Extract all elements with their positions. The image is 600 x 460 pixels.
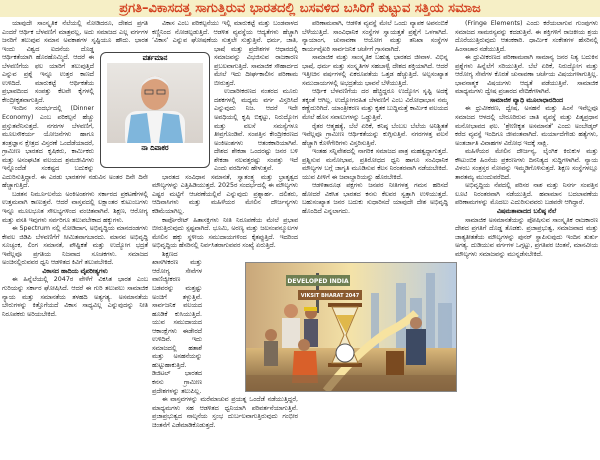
paragraph: ಅಭಿವೃದ್ಧಿಯ ನೆಪದಲ್ಲಿ ಪರಿಸರ ನಾಶ ಮತ್ತು ನಿಸರ್ಗ ಸಂಪತ್ತಿನ ಲೂಟಿ ನಿರಂತರವಾಗಿ ನಡೆಯುತ್ತಿದೆ. ಹವಾಮಾನ ಬದಲಾವಣೆಯ ಪರಿಣಾಮಗಳನ್ನು ಮೊದಲು ಎದುರಿಸುವವರು ಬಡವರೇ ಆಗಿದ್ದಾರೆ. <box>455 182 598 207</box>
column-label: ವರ್ತಮಾನ <box>142 54 168 62</box>
paragraph: ಯಾವುದೇ ಸಾಂಸ್ಕೃತಿಕ ನೆಲೆಯಲ್ಲಿ ನೋಡಿದರೂ, ದೇಶದ ಪ್ರಗತಿ ಎಂದರೆ ಆರ್ಥಿಕ ಬೆಳವಣಿಗೆ ಮಾತ್ರವಲ್ಲ, ಅದು ಸಮಾಜದ ಎಲ್ಲ ವರ್ಗಗಳ ಜನರಿಗೆ ತಲುಪುವ ಸಮಾನ ಅವಕಾಶಗಳ ಸೃಷ್ಟಿಯೂ ಹೌದು. ಭಾರತ ಇಂದು ವಿಶ್ವದ ಐದನೆಯ ದೊಡ್ಡ ಆರ್ಥಿಕತೆಯಾಗಿ ಹೊರಹೊಮ್ಮಿದೆ. ಆದರೆ ಈ ಬೆಳವಣಿಗೆಯ ಫಲ ಯಾರಿಗೆ ತಲುಪುತ್ತಿದೆ ಎನ್ನುವ ಪ್ರಶ್ನೆ ಇನ್ನೂ ಉತ್ತರ ಕಾಣದೆ ಉಳಿದಿದೆ. ಮಾರುಕಟ್ಟೆ ಆರ್ಥಿಕತೆಯ ಪ್ರಭಾವದಿಂದ ಸಂಪತ್ತು ಕೆಲವೇ ಕೈಗಳಲ್ಲಿ ಕೇಂದ್ರೀಕೃತವಾಗುತ್ತಿದೆ. <box>2 20 148 104</box>
column-3 <box>302 20 448 460</box>
paragraph: ಭಾರತದ ಸಂವಿಧಾನ ಸಮಾನತೆ, ಸ್ವಾತಂತ್ರ್ಯ ಮತ್ತು ಭ್ರಾತೃತ್ವದ ಮೌಲ್ಯಗಳನ್ನು ಎತ್ತಿಹಿಡಿಯುತ್ತದೆ. 2025ರ ಸಂದರ್ಭದಲ್ಲಿ ಈ ಮೌಲ್ಯಗಳು ಎಷ್ಟರ ಮಟ್ಟಿಗೆ ಆಚರಣೆಯಲ್ಲಿವೆ ಎನ್ನುವುದು ಪ್ರಶ್ನಾರ್ಹ. ದಲಿತರು, ಆದಿವಾಸಿಗಳು ಮತ್ತು ಮಹಿಳೆಯರ ಮೇಲಿನ ದೌರ್ಜನ್ಯಗಳು ಕಡಿಮೆಯಾಗಿಲ್ಲ. <box>152 173 298 216</box>
column-4 <box>455 20 598 460</box>
paragraph: ಈ ಹಿನ್ನೆಲೆಯಲ್ಲಿ 2047ರ ವೇಳೆಗೆ ವಿಕಸಿತ ಭಾರತ ಎಂಬ ಗುರಿಯನ್ನು ಸರ್ಕಾರ ಘೋಷಿಸಿದೆ. ಆದರೆ ಈ ಗುರಿ ತಲುಪಲು ಸಾಮಾಜಿಕ ನ್ಯಾಯ ಮತ್ತು ಸಮಾನತೆಯ ತಳಹದಿ ಅತ್ಯಗತ್ಯ. ಅಸಮಾನತೆಯ ಬೇರುಗಳನ್ನು ಕಿತ್ತೊಗೆಯದೆ ವಿಕಾಸ ಸಾಧ್ಯವಿಲ್ಲ ಎನ್ನುವುದನ್ನು ನೀತಿ ನಿರೂಪಕರು ಅರಿಯಬೇಕಿದೆ. <box>2 276 148 318</box>
paragraph: ರೈತರ ಆತ್ಮಹತ್ಯೆ, ಬೆಲೆ ಏರಿಕೆ, ಕನಿಷ್ಠ ಬೆಂಬಲ ಬೆಲೆಯ ಅನಿಶ್ಚಿತತೆ ಇವೆಲ್ಲವೂ ಗ್ರಾಮೀಣ ಆರ್ಥಿಕತೆಯನ್ನು ಕುಗ್ಗಿಸುತ್ತಿವೆ. ನಗರಗಳತ್ತ ವಲಸೆ ಹೆಚ್ಚಾಗಿ ಕೊಳೆಗೇರಿಗಳು ವಿಸ್ತರಿಸುತ್ತಿವೆ. <box>302 122 448 147</box>
author-photo <box>107 63 203 143</box>
paragraph: ಆಡಳಿತಾರೂಢ ಪಕ್ಷಗಳು ಜನಪರ ನೀತಿಗಳತ್ತ ಗಮನ ಹರಿಸದೆ ಹೋದರೆ ವಿಕಸಿತ ಭಾರತದ ಕನಸು ಕೆಲವರ ಸ್ವತ್ತಾಗಿ ಉಳಿಯುತ್ತದೆ. ಬಹುಸಂಖ್ಯಾತ ಜನರ ಬದುಕು ಸುಧಾರಿಸದೆ ಯಾವುದೇ ದೇಶ ಅಭಿವೃದ್ಧಿ ಹೊಂದಿದೆ ಎನ್ನಲಾಗದು. <box>302 182 448 216</box>
subheading: ಸಾಮಾಜಿಕ ವ್ಯಾಧಿ ಮೂಲಾಧಾರದಿಂದ <box>489 96 564 104</box>
sign-developed-india: DEVELOPED INDIA <box>287 278 349 285</box>
paragraph: ಇಂತಹ ಸನ್ನಿವೇಶದಲ್ಲಿ ನಾಗರಿಕ ಸಮಾಜದ ಪಾತ್ರ ಮಹತ್ವದ್ದಾಗುತ್ತದೆ. ಪ್ರಶ್ನಿಸುವ ಮನೋಭಾವ, ಪ್ರತಿರೋಧದ ಧ್ವನಿ ಹಾಗೂ ಸಂವಿಧಾನಿಕ ಮೌಲ್ಯಗಳ ಬಗ್ಗೆ ಜಾಗೃತಿ ಮೂಡಿಸುವ ಕೆಲಸ ನಿರಂತರವಾಗಿ ನಡೆಯಬೇಕಿದೆ. ಯುವ ಪೀಳಿಗೆ ಈ ಜವಾಬ್ದಾರಿಯನ್ನು ಹೊರಬೇಕಿದೆ. <box>302 148 448 181</box>
paragraph: ಈ Spectrum ನಲ್ಲಿ ನೋಡಿದಾಗ, ಅಭಿವೃದ್ಧಿಯ ಮಾನದಂಡಗಳು ಕೇವಲ ಜಿಡಿಪಿ ಬೆಳವಣಿಗೆಗೆ ಸೀಮಿತವಾಗಬಾರದು. ಮಾನವ ಅಭಿವೃದ್ಧಿ ಸೂಚ್ಯಂಕ, ಲಿಂಗ ಸಮಾನತೆ, ಪೌಷ್ಟಿಕತೆ ಮತ್ತು ಉದ್ಯೋಗ ಭದ್ರತೆ ಇವೆಲ್ಲವೂ ಪ್ರಗತಿಯ ನಿಜವಾದ ಸೂಚಕಗಳು. ಸಮಾಜದ ಅಂಚಿನಲ್ಲಿರುವವರ ಧ್ವನಿ ಆಡಳಿತದ ಕಿವಿಗೆ ತಲುಪಬೇಕಿದೆ. <box>2 225 148 267</box>
article-illustration <box>245 262 457 392</box>
columnist-box <box>100 52 210 168</box>
paragraph: (Fringe Elements) ಎಂದು ಕರೆಯಲಾಗುವ ಗುಂಪುಗಳು ಸಮಾಜದ ಸಾಮರಸ್ಯವನ್ನು ಕದಡುತ್ತಿವೆ. ಈ ಶಕ್ತಿಗಳಿಗೆ ರಾಜಕೀಯ ಶ್ರಯ ದೊರೆಯುತ್ತಿರುವುದು ಆತಂಕಕಾರಿ. ಧಾರ್ಮಿಕ ಸಂಕೇತಗಳ ಹೆಸರಿನಲ್ಲಿ ಹಿಂಸಾಚಾರ ನಡೆಯುತ್ತಿದೆ. <box>455 20 598 53</box>
paragraph: ಬಡತನ ನಿರ್ಮೂಲನೆಯ ಅಂಕಿಅಂಶಗಳು ಸರ್ಕಾರದ ಪ್ರಕಟಣೆಗಳಲ್ಲಿ ಉತ್ತಮವಾಗಿ ಕಾಣುತ್ತವೆ. ಆದರೆ ವಾಸ್ತವದಲ್ಲಿ ಲಕ್ಷಾಂತರ ಕುಟುಂಬಗಳು ಇನ್ನೂ ಮೂಲಭೂತ ಸೌಲಭ್ಯಗಳಿಂದ ವಂಚಿತವಾಗಿವೆ. ಶಿಕ್ಷಣ, ಆರೋಗ್ಯ ಮತ್ತು ವಸತಿ ಇವುಗಳು ಸರ್ವರಿಗೂ ತಲುಪಬೇಕಾದ ಹಕ್ಕುಗಳು. <box>2 190 148 224</box>
paragraph: ಆರ್ಥಿಕ ಬೆಳವಣಿಗೆಯ ದರ ಹೆಚ್ಚಿದ್ದರೂ ಉದ್ಯೋಗ ಸೃಷ್ಟಿ ಅದಕ್ಕೆ ತಕ್ಕಂತೆ ಆಗಿಲ್ಲ. ಉದ್ಯೋಗರಹಿತ ಬೆಳವಣಿಗೆ ಎಂಬ ವಿರೋಧಾಭಾಸ ನಮ್ಮ ಕಣ್ಣೆದುರಿಗಿದೆ. ಯಾಂತ್ರೀಕರಣ ಮತ್ತು ಕೃತಕ ಬುದ್ಧಿಮತ್ತೆ ಕಾರ್ಮಿಕ ವಲಯದ ಮೇಲೆ ಹೊಸ ಸವಾಲುಗಳನ್ನು ಒಡ್ಡುತ್ತಿವೆ. <box>302 88 448 122</box>
subheading: ವಿಕಾಸದ ಹಾದಿಯ ವೈಪರೀತ್ಯಗಳು <box>42 267 108 275</box>
paragraph: ಈ ಧ್ರುವೀಕರಣದ ಪರಿಣಾಮವಾಗಿ ಸಾಮಾನ್ಯ ಜನರ ನಿತ್ಯ ಬದುಕಿನ ಪ್ರಶ್ನೆಗಳು ಹಿನ್ನೆಲೆಗೆ ಸರಿಯುತ್ತಿವೆ. ಬೆಲೆ ಏರಿಕೆ, ನಿರುದ್ಯೋಗ ಮತ್ತು ಆರೋಗ್ಯ ಸೇವೆಗಳ ಕೊರತೆ ಚುನಾವಣಾ ಚರ್ಚೆಯ ವಿಷಯಗಳಾಗುತ್ತಿಲ್ಲ. ಭಾವನಾತ್ಮಕ ವಿಷಯಗಳು ಆದ್ಯತೆ ಪಡೆಯುತ್ತಿವೆ. ಸಾಮಾಜಿಕ ಮಾಧ್ಯಮಗಳು ದ್ವೇಷ ಪ್ರಚಾರದ ವೇದಿಕೆಗಳಾಗಿವೆ. <box>455 54 598 96</box>
paragraph: ಕಾರ್ಪೊರೇಟ್ ಹಿತಾಸಕ್ತಿಗಳು ನೀತಿ ನಿರೂಪಣೆಯ ಮೇಲೆ ಪ್ರಭಾವ ಬೀರುತ್ತಿರುವುದು ಸ್ಪಷ್ಟವಾಗಿದೆ. ಭೂಮಿ, ಅರಣ್ಯ ಮತ್ತು ಜಲಸಂಪನ್ಮೂಲಗಳ ಮೇಲಿನ ಹಕ್ಕು ಸ್ಥಳೀಯ ಸಮುದಾಯಗಳಿಂದ ಕೈತಪ್ಪುತ್ತಿದೆ. ಇದರಿಂದ ಅಭಿವೃದ್ಧಿಯ ಹೆಸರಿನಲ್ಲಿ ನಿರ್ವಸಿತರಾಗುವವರ ಸಂಖ್ಯೆ ಏರುತ್ತಿದೆ. <box>152 216 298 250</box>
sign-viksit-bharat: VIKSIT BHARAT 2047 <box>300 293 360 299</box>
paragraph: ಸಾಮಾಜಿಕ ಅಸಮಾನತೆಯನ್ನು ಪೋಷಿಸುವ ಸಾಂಸ್ಕೃತಿಕ ರಾಜಕಾರಣ ದೇಶದ ಪ್ರಗತಿಗೆ ದೊಡ್ಡ ತೊಡಕು. ಪ್ರಜಾಪ್ರಭುತ್ವ, ಸಮಾಜವಾದ ಮತ್ತು ಜಾತ್ಯತೀತತೆಯ ಮೌಲ್ಯಗಳನ್ನು ಪುನರ್ ಸ್ಥಾಪಿಸುವುದು ಇಂದಿನ ತುರ್ತು ಅಗತ್ಯ. ದುಡಿಯುವ ವರ್ಗಗಳ ಒಗ್ಗಟ್ಟು, ಪ್ರಗತಿಪರ ಚಿಂತನೆ, ಮಾನವೀಯ ಮೌಲ್ಯಗಳು ಸಮಾಜವನ್ನು ಮುನ್ನಡೆಸಬೇಕಿದೆ. <box>455 216 598 258</box>
paragraph: ಉದಾರೀಕರಣದ ನಂತರದ ಮೂರು ದಶಕಗಳಲ್ಲಿ ಮಧ್ಯಮ ವರ್ಗ ವಿಸ್ತರಿಸಿದೆ ಎನ್ನುವುದು ನಿಜ. ಆದರೆ ಇದೇ ಅವಧಿಯಲ್ಲಿ ಕೃಷಿ ಬಿಕ್ಕಟ್ಟು, ನಿರುದ್ಯೋಗ ಮತ್ತು ವಲಸೆ ಸಮಸ್ಯೆಗಳೂ ತೀವ್ರಗೊಂಡಿವೆ. ಸಂಪತ್ತಿನ ಕೇಂದ್ರೀಕರಣದ ಅಂಕಿಅಂಶಗಳು ಆತಂಕಕಾರಿಯಾಗಿವೆ. ದೇಶದ ಶೇಕಡಾ ಒಂದರಷ್ಟು ಜನರ ಬಳಿ ಶೇಕಡಾ ನಲವತ್ತರಷ್ಟು ಸಂಪತ್ತು ಇದೆ ಎಂದು ವರದಿಗಳು ಹೇಳುತ್ತವೆ. <box>214 88 298 173</box>
paragraph: ಪರಿಣಾಮವಾಗಿ, ಆಡಳಿತ ವ್ಯವಸ್ಥೆ ಮೇಲೆ ಒಂದು ವ್ಯಾಪಕ ಅಪನಂಬಿಕೆ ಬೆಳೆಯುತ್ತಿದೆ. ಸಾಂವಿಧಾನಿಕ ಸಂಸ್ಥೆಗಳ ಸ್ವಾಯತ್ತತೆ ಪ್ರಶ್ನೆಗೆ ಒಳಗಾಗಿದೆ. ನ್ಯಾಯಾಂಗ, ಚುನಾವಣಾ ಆಯೋಗ ಮತ್ತು ತನಿಖಾ ಸಂಸ್ಥೆಗಳ ಕಾರ್ಯವೈಖರಿ ಸಾರ್ವಜನಿಕ ಚರ್ಚೆಗೆ ಗ್ರಾಸವಾಗಿದೆ. <box>302 20 448 53</box>
paragraph: ಇಂದಿನ ಸಂದರ್ಭದಲ್ಲಿ (Dinner Economy) ಎಂಬ ಪರಿಕಲ್ಪನೆ ಹೆಚ್ಚು ಪ್ರಸ್ತುತವೆನಿಸುತ್ತದೆ. ನಗರಗಳ ಬೆಳವಣಿಗೆ, ಮೂಲಸೌಕರ್ಯ ಯೋಜನೆಗಳು ಹಾಗೂ ತಂತ್ರಜ್ಞಾನ ಕ್ಷೇತ್ರದ ವಿಸ್ತರಣೆ ಒಂದೆಡೆಯಾದರೆ, ಗ್ರಾಮೀಣ ಭಾರತದ ಕೃಷಿಕರು, ಕಾರ್ಮಿಕರು ಮತ್ತು ಅಸಂಘಟಿತ ವಲಯದ ಶ್ರಮಜೀವಿಗಳು ಇನ್ನೊಂದೆಡೆ ಸಂಕಷ್ಟದ ಬದುಕನ್ನು ಎದುರಿಸುತ್ತಿದ್ದಾರೆ. ಈ ಎರಡು ಭಾರತಗಳ ನಡುವಿನ ಅಂತರ ದಿನೇ ದಿನೇ ಹೆಚ್ಚಾಗುತ್ತಿದೆ. <box>2 105 148 190</box>
paragraph: ಈ ವಾಸ್ತವಗಳನ್ನು ಮರೆಮಾಚುವ ಪ್ರಯತ್ನ ಒಂದೆಡೆ ನಡೆಯುತ್ತಿದ್ದರೆ, ಮಾಧ್ಯಮಗಳು ಸಹ ಆಡಳಿತದ ಧ್ವನಿಯಾಗಿ ಪರಿವರ್ತನೆಯಾಗುತ್ತಿವೆ. ಪ್ರಜಾಪ್ರಭುತ್ವದ ನಾಲ್ಕನೆಯ ಸ್ತಂಭ ದುರ್ಬಲವಾಗುತ್ತಿರುವುದು ಗಂಭೀರ ಚಿಂತನೆಗೆ ಎಡೆಮಾಡಿಕೊಡುತ್ತದೆ. <box>152 396 298 429</box>
paragraph: ಸಾಮಾಜಿಕ ಮತ್ತು ಸಾಂಸ್ಕೃತಿಕ ಬಹುತ್ವ ಭಾರತದ ಜೀವಾಳ. ವಿಭಿನ್ನ ಭಾಷೆ, ಧರ್ಮ ಮತ್ತು ಸಂಸ್ಕೃತಿಗಳ ಸಹಬಾಳ್ವೆ ದೇಶದ ಶಕ್ತಿಯಾಗಿದೆ. ಆದರೆ ಇತ್ತೀಚಿನ ವರ್ಷಗಳಲ್ಲಿ ಏಕರೂಪತೆಯ ಒತ್ತಡ ಹೆಚ್ಚುತ್ತಿದೆ. ಅಲ್ಪಸಂಖ್ಯಾತ ಸಮುದಾಯಗಳಲ್ಲಿ ಅಭದ್ರತೆಯ ಭಾವನೆ ಬೆಳೆಯುತ್ತಿದೆ. <box>302 54 448 87</box>
paragraph: ವಿಕಾಸ ಎಂಬ ಪರಿಕಲ್ಪನೆಯು ಇಲ್ಲಿ ಮಾರುಕಟ್ಟೆ ಮತ್ತು ಬಂಡವಾಳದ ಕಣ್ಣಿನಿಂದ ನೋಡಲ್ಪಡುತ್ತಿದೆ. ಆಡಳಿತ ವ್ಯವಸ್ಥೆಯ ಆದ್ಯತೆಗಳು ಹೆಚ್ಚಾಗಿ ‘ವಿಕಾಸ’ ಎನ್ನುವ ಘೋಷಣೆಯ ಸುತ್ತಲೇ ಸುತ್ತುತ್ತಿವೆ. ಧರ್ಮ, ಜಾತಿ, ಭಾಷೆ ಮತ್ತು ಪ್ರದೇಶಗಳ ಆಧಾರದಲ್ಲಿ ಸಮಾಜವನ್ನು ವಿಭಜಿಸುವ ರಾಜಕಾರಣ ಪ್ರಬಲವಾಗುತ್ತಿದೆ. ಸಾಮಾಜಿಕ ಸೌಹಾರ್ದದ ಮೇಲೆ ಇದು ದೀರ್ಘಕಾಲೀನ ಪರಿಣಾಮ ಬೀರುತ್ತದೆ. <box>152 20 298 87</box>
article-headline: ಪ್ರಗತಿ–ವಿಕಾಸದತ್ತ ಸಾಗುತ್ತಿರುವ ಭಾರತದಲ್ಲಿ ಬಸವಳಿದ ಬಸಿರಿಗೆ ಕುಟ್ಟುವ ಸತ್ತಿಯ ಸಮಾಜ <box>0 0 600 17</box>
paragraph: ಈ ಧ್ರುವೀಕರಣ, ದ್ವೇಷ, ಅಸಹನೆ ಮತ್ತು ಹಿಂಸೆ ಇವೆಲ್ಲವೂ ಸಮಾಜದ ಆಳದಲ್ಲಿ ಬೇರೂರಿರುವ ಜಾತಿ ವ್ಯವಸ್ಥೆ ಮತ್ತು ಪಿತೃಪ್ರಧಾನ ಮನೋಭಾವದ ಫಲ. ‘ಶ್ರೇಣೀಕೃತ ಅಸಮಾನತೆ’ ಎಂದು ಅಂಬೇಡ್ಕರ್ ಕರೆದ ವ್ಯವಸ್ಥೆ ಇಂದಿಗೂ ಜೀವಂತವಾಗಿದೆ. ಮರ್ಯಾದೆಗೇಡು ಹತ್ಯೆಗಳು, ಅಂತರ್ಜಾತಿ ವಿವಾಹಗಳ ವಿರೋಧ ಇದಕ್ಕೆ ಸಾಕ್ಷಿ. <box>455 105 598 147</box>
paragraph: ಮಹಿಳೆಯರ ಮೇಲಿನ ದೌರ್ಜನ್ಯ, ಲೈಂಗಿಕ ಕಿರುಕುಳ ಮತ್ತು ಕೌಟುಂಬಿಕ ಹಿಂಸೆಯ ಪ್ರಕರಣಗಳು ದಿನನಿತ್ಯದ ಸುದ್ದಿಗಳಾಗಿವೆ. ನ್ಯಾಯ ವಿಳಂಬ ಸಂತ್ರಸ್ತರ ನೋವನ್ನು ಇಮ್ಮಡಿಗೊಳಿಸುತ್ತದೆ. ಶಿಕ್ಷಣ ಸಂಸ್ಥೆಗಳಲ್ಲೂ ತಾರತಮ್ಯ ಮುಂದುವರೆದಿದೆ. <box>455 148 598 181</box>
paragraph: ಶಿಕ್ಷಣದ ಖಾಸಗೀಕರಣ ಮತ್ತು ಆರೋಗ್ಯ ಸೇವೆಗಳ ವಾಣಿಜ್ಯೀಕರಣ ಬಡವರನ್ನು ಮತ್ತಷ್ಟು ಅಂಚಿಗೆ ತಳ್ಳುತ್ತಿವೆ. ಸಾರ್ವಜನಿಕ ವಲಯದ ಹೂಡಿಕೆ ಕುಸಿಯುತ್ತಿದೆ. ಯುವ ಸಮುದಾಯದ ಆಕಾಂಕ್ಷೆಗಳು ಈಡೇರದೆ ಉಳಿದಿವೆ. ಇದು ಸಮಾಜದಲ್ಲಿ ಹತಾಶೆ ಮತ್ತು ಅಸಹನೆಯನ್ನು ಹುಟ್ಟುಹಾಕುತ್ತಿದೆ. ಡಿಜಿಟಲ್ ಭಾರತದ ಕನಸು ಗ್ರಾಮೀಣ ಪ್ರದೇಶಗಳನ್ನು ತಲುಪಿಲ್ಲ. <box>152 250 202 395</box>
subheading: ವಿಷಮತಾವಾದದ ಬಲಿಷ್ಠ ನೆಲೆ <box>496 208 557 216</box>
author-name: ನಾ ದಿವಾಕರ <box>141 144 169 152</box>
